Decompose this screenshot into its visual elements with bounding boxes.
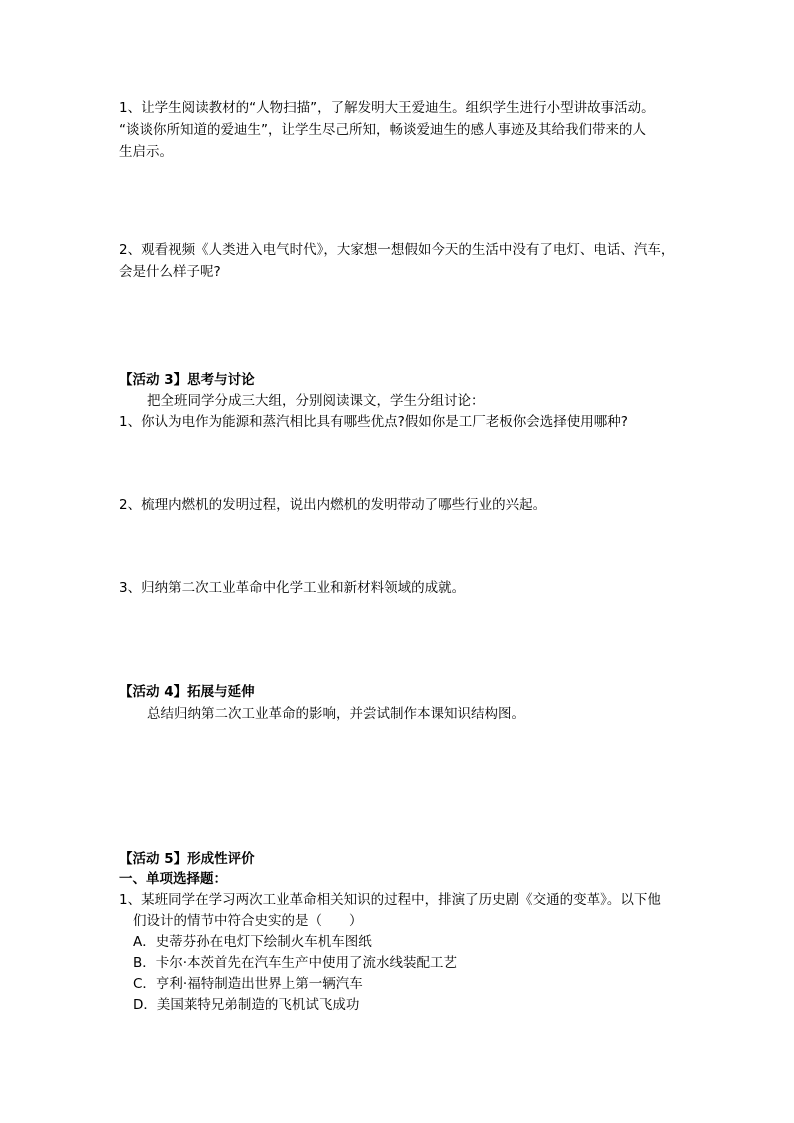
activity4-heading: 【活动 4】拓展与延伸 (119, 684, 255, 700)
option-c: C．亨利·福特制造出世界上第一辆汽车 (133, 976, 363, 992)
option-d: D．美国莱特兄弟制造的飞机试飞成功 (133, 997, 360, 1013)
option-a: A．史蒂芬孙在电灯下绘制火车机车图纸 (133, 934, 372, 950)
activity4-text: 总结归纳第二次工业革命的影响，并尝试制作本课知识结构图。 (147, 706, 525, 722)
item2-line2: 会是什么样子呢? (119, 264, 221, 280)
question-1-line1: 1、某班同学在学习两次工业革命相关知识的过程中，排演了历史剧《交通的变革》。以下他 (119, 892, 661, 908)
activity3-intro: 把全班同学分成三大组，分别阅读课文，学生分组讨论： (147, 393, 485, 409)
section-title-single-choice: 一、单项选择题： (119, 871, 227, 887)
activity3-question-3: 3、归纳第二次工业革命中化学工业和新材料领域的成就。 (119, 580, 466, 596)
activity3-question-2: 2、梳理内燃机的发明过程，说出内燃机的发明带动了哪些行业的兴起。 (119, 497, 547, 513)
option-b: B．卡尔·本茨首先在汽车生产中使用了流水线装配工艺 (133, 955, 458, 971)
activity5-heading: 【活动 5】形成性评价 (119, 851, 255, 867)
item1-line2: “谈谈你所知道的爱迪生”，让学生尽己所知，畅谈爱迪生的感人事迹及其给我们带来的人 (119, 122, 646, 138)
item1-line1: 1、让学生阅读教材的“人物扫描”，了解发明大王爱迪生。组织学生进行小型讲故事活动。 (119, 100, 655, 116)
item2-line1: 2、观看视频《人类进入电气时代》，大家想一想假如今天的生活中没有了电灯、电话、汽车， (119, 242, 675, 258)
question-1-line2: 们设计的情节中符合史实的是（ ） (133, 913, 363, 929)
item1-line3: 生启示。 (119, 144, 173, 160)
activity3-question-1: 1、你认为电作为能源和蒸汽相比具有哪些优点?假如你是工厂老板你会选择使用哪种? (119, 414, 628, 430)
activity3-heading: 【活动 3】思考与讨论 (119, 372, 255, 388)
